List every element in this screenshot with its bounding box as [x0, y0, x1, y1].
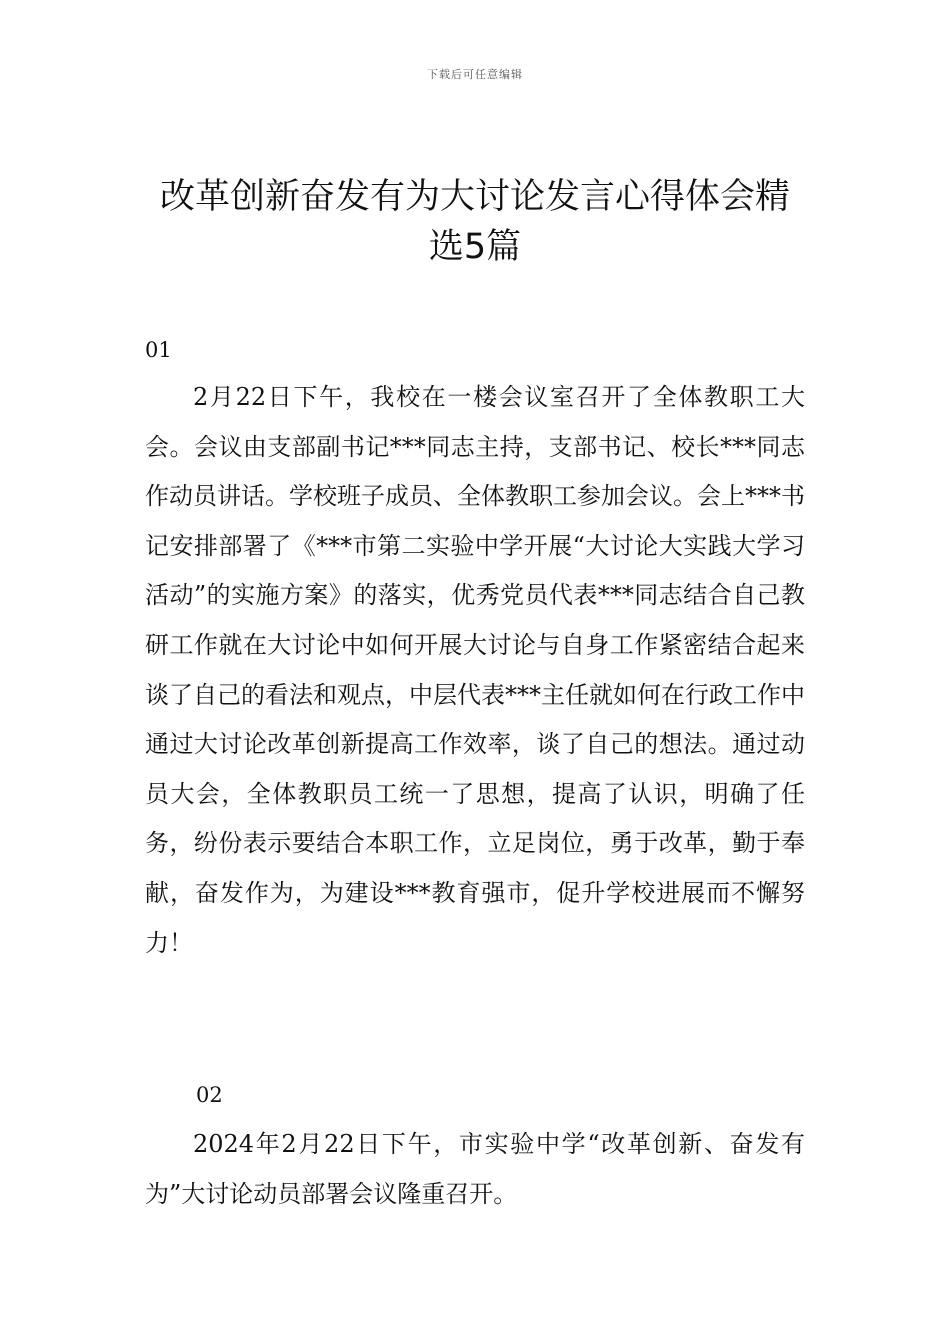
document-title: 改革创新奋发有为大讨论发言心得体会精选5篇 [159, 177, 790, 267]
section-number-02: 02 [196, 1083, 223, 1107]
section-number-01: 01 [145, 338, 172, 362]
section-02-paragraph: 2024年2月22日下午，市实验中学“改革创新、奋发有为”大讨论动员部署会议隆重召开。 [145, 1130, 805, 1208]
section-01-paragraph: 2月22日下午，我校在一楼会议室召开了全体教职工大会。会议由支部副书记***同志主持，支部书记、校长***同志作动员讲话。学校班子成员、全体教职工参加会议。会上***书记安排部署了《***市第二实验中学开展“大讨论大实践大学习活动”的实施方案》的落实，优秀党员代表***同志结合自己教研工作就在大讨论中如何开展大讨论与自身工作紧密结合起来谈了自己的看法和观点，中层代表***主任就如何在行政工作中通过大讨论改革创新提高工作效率，谈了自己的想法。通过动员大会，全体教职员工统一了思想，提高了认识，明确了任务，纷份表示要结合本职工作，立足岗位，勇于改革，勤于奉献，奋发作为，为建设***教育强市，促升学校进展而不懈努力！ [145, 383, 805, 957]
header-note: 下载后可任意编辑 [427, 68, 523, 81]
